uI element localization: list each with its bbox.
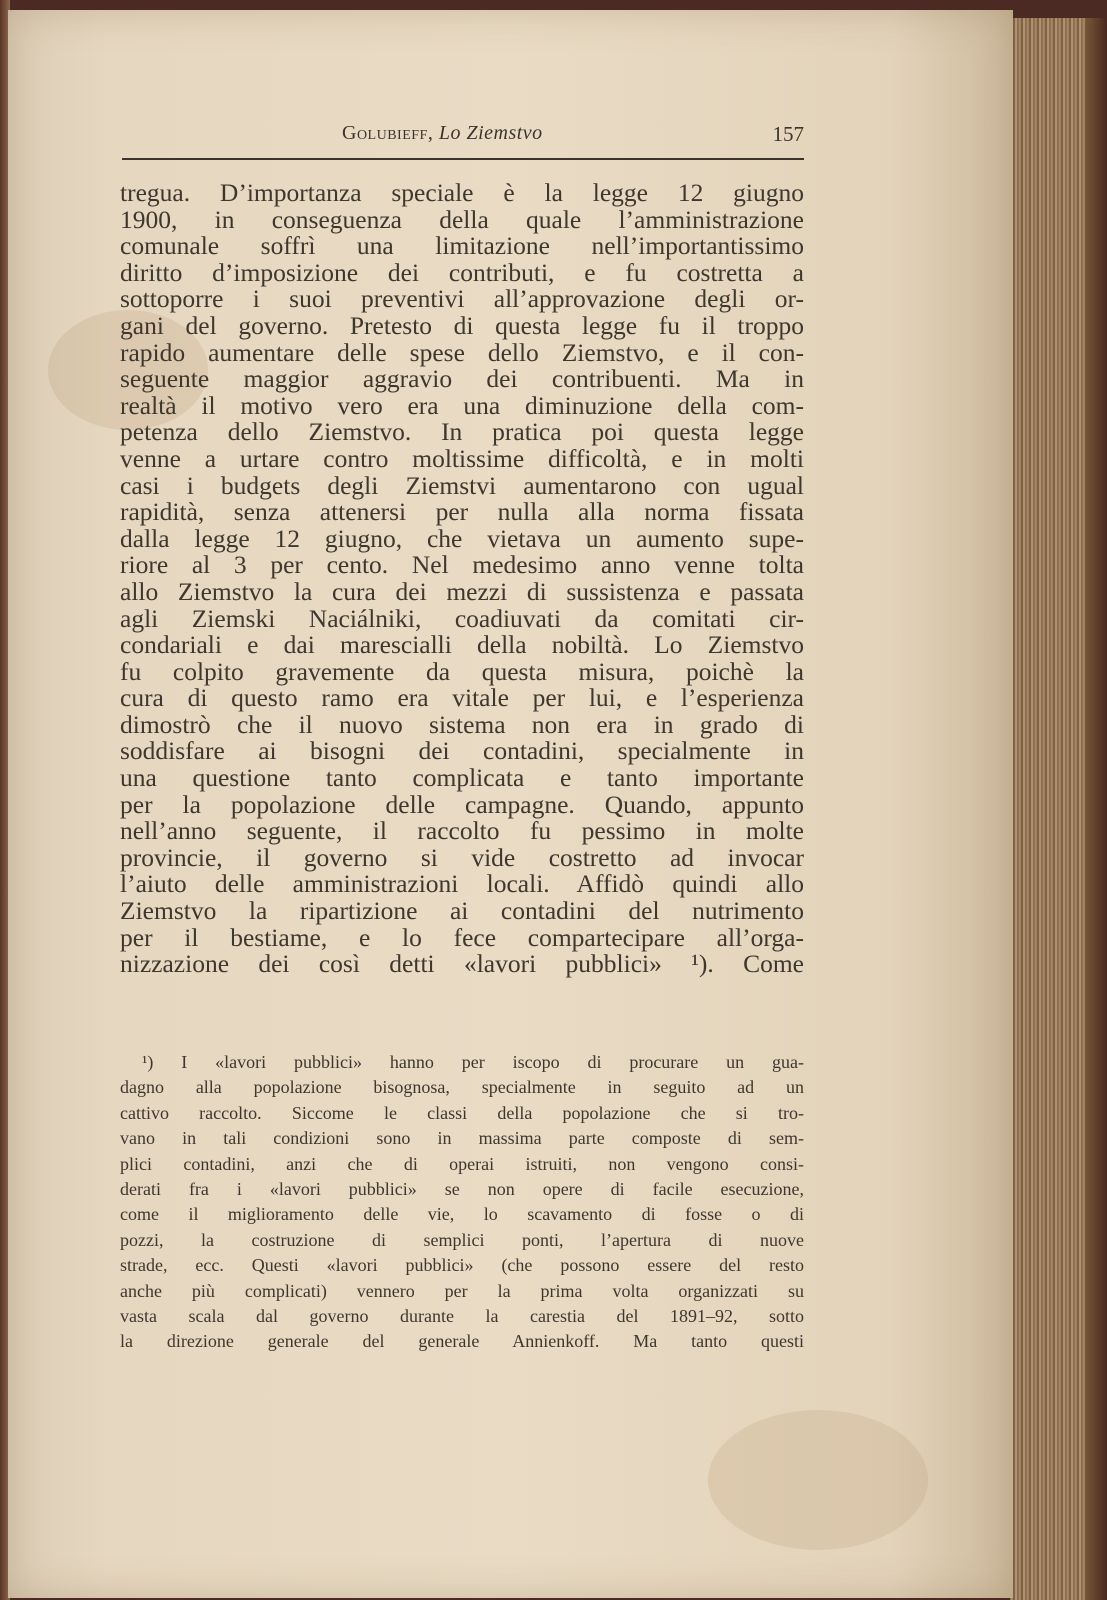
- body-line: realtà il motivo vero era una diminuzione della com-: [120, 390, 804, 420]
- footnote-line: strade, ecc. Questi «lavori pubblici» (che possono essere del resto: [120, 1255, 804, 1276]
- body-line: l’aiuto delle amministrazioni locali. Affidò quindi allo: [120, 869, 804, 899]
- body-line: 1900, in conseguenza della quale l’amministrazione: [120, 204, 804, 234]
- body-line: venne a urtare contro moltissime difficoltà, e in molti: [120, 443, 804, 473]
- body-line: riore al 3 per cento. Nel medesimo anno venne tolta: [120, 550, 804, 580]
- body-line: casi i budgets degli Ziemstvi aumentarono con ugual: [120, 470, 804, 500]
- body-line: nell’anno seguente, il raccolto fu pessimo in molte: [120, 816, 804, 846]
- body-line: dalla legge 12 giugno, che vietava un aumento supe-: [120, 523, 804, 553]
- body-line: per la popolazione delle campagne. Quando, appunto: [120, 789, 804, 819]
- body-line: dimostrò che il nuovo sistema non era in grado di: [120, 709, 804, 739]
- body-line: seguente maggior aggravio dei contribuenti. Ma in: [120, 364, 804, 394]
- body-line: Ziemstvo la ripartizione ai contadini del nutrimento: [120, 896, 804, 926]
- body-line: fu colpito gravemente da questa misura, poichè la: [120, 656, 804, 686]
- body-line: comunale soffrì una limitazione nell’importantissimo: [120, 231, 804, 261]
- body-line: rapido aumentare delle spese dello Ziemstvo, e il con-: [120, 337, 804, 367]
- footnote-line: la direzione generale del generale Annienkoff. Ma tanto questi: [120, 1331, 804, 1352]
- body-line: diritto d’imposizione dei contributi, e fu costretta a: [120, 257, 804, 287]
- body-text: [120, 180, 804, 978]
- footnote-line: derati fra i «lavori pubblici» se non opere di facile esecuzione,: [120, 1179, 804, 1200]
- footnote-line: anche più complicati) vennero per la prima volta organizzati su: [120, 1280, 804, 1301]
- book-page-edges: [1010, 18, 1107, 1600]
- footnote-line: plici contadini, anzi che di operai istruiti, non vengono consi-: [120, 1153, 804, 1174]
- header-work-title: Lo Ziemstvo: [438, 122, 543, 144]
- body-line: cura di questo ramo era vitale per lui, e l’esperienza: [120, 683, 804, 713]
- footnote: [120, 1050, 804, 1355]
- body-line: tregua. D’importanza speciale è la legge 12 giugno: [120, 178, 804, 207]
- footnote-line: cattivo raccolto. Siccome le classi della popolazione che si tro-: [120, 1102, 804, 1123]
- running-head-title: [342, 122, 543, 145]
- body-line: allo Ziemstvo la cura dei mezzi di sussistenza e passata: [120, 576, 804, 606]
- body-line: gani del governo. Pretesto di questa legge fu il troppo: [120, 310, 804, 340]
- running-header: [122, 118, 804, 154]
- body-line: rapidità, senza attenersi per nulla alla norma fissata: [120, 497, 804, 527]
- body-line: agli Ziemski Naciálniki, coadiuvati da comitati cir-: [120, 603, 804, 633]
- header-author: Golubieff,: [342, 122, 434, 144]
- body-line: provincie, il governo si vide costretto ad invocar: [120, 842, 804, 872]
- body-line: sottoporre i suoi preventivi all’approvazione degli or-: [120, 284, 804, 314]
- header-rule: [122, 158, 804, 160]
- paper-stain: [708, 1410, 928, 1550]
- page-number: 157: [772, 122, 804, 146]
- footnote-line: dagno alla popolazione bisognosa, specialmente in seguito ad un: [120, 1077, 804, 1098]
- body-line: una questione tanto complicata e tanto importante: [120, 763, 804, 793]
- footnote-line: vano in tali condizioni sono in massima parte composte di sem-: [120, 1128, 804, 1149]
- body-line: soddisfare ai bisogni dei contadini, specialmente in: [120, 736, 804, 766]
- footnote-line: vasta scala dal governo durante la carestia del 1891–92, sotto: [120, 1306, 804, 1327]
- footnote-line: ¹) I «lavori pubblici» hanno per iscopo di procurare un gua-: [142, 1052, 804, 1072]
- body-line: per il bestiame, e lo fece compartecipare all’orga-: [120, 922, 804, 952]
- body-line: nizzazione dei così detti «lavori pubblici» ¹). Come: [120, 949, 804, 979]
- footnote-line: come il miglioramento delle vie, lo scavamento di fosse o di: [120, 1204, 804, 1225]
- footnote-line: pozzi, la costruzione di semplici ponti, l’apertura di nuove: [120, 1229, 804, 1250]
- body-line: petenza dello Ziemstvo. In pratica poi questa legge: [120, 417, 804, 447]
- body-line: condariali e dai marescialli della nobiltà. Lo Ziemstvo: [120, 630, 804, 660]
